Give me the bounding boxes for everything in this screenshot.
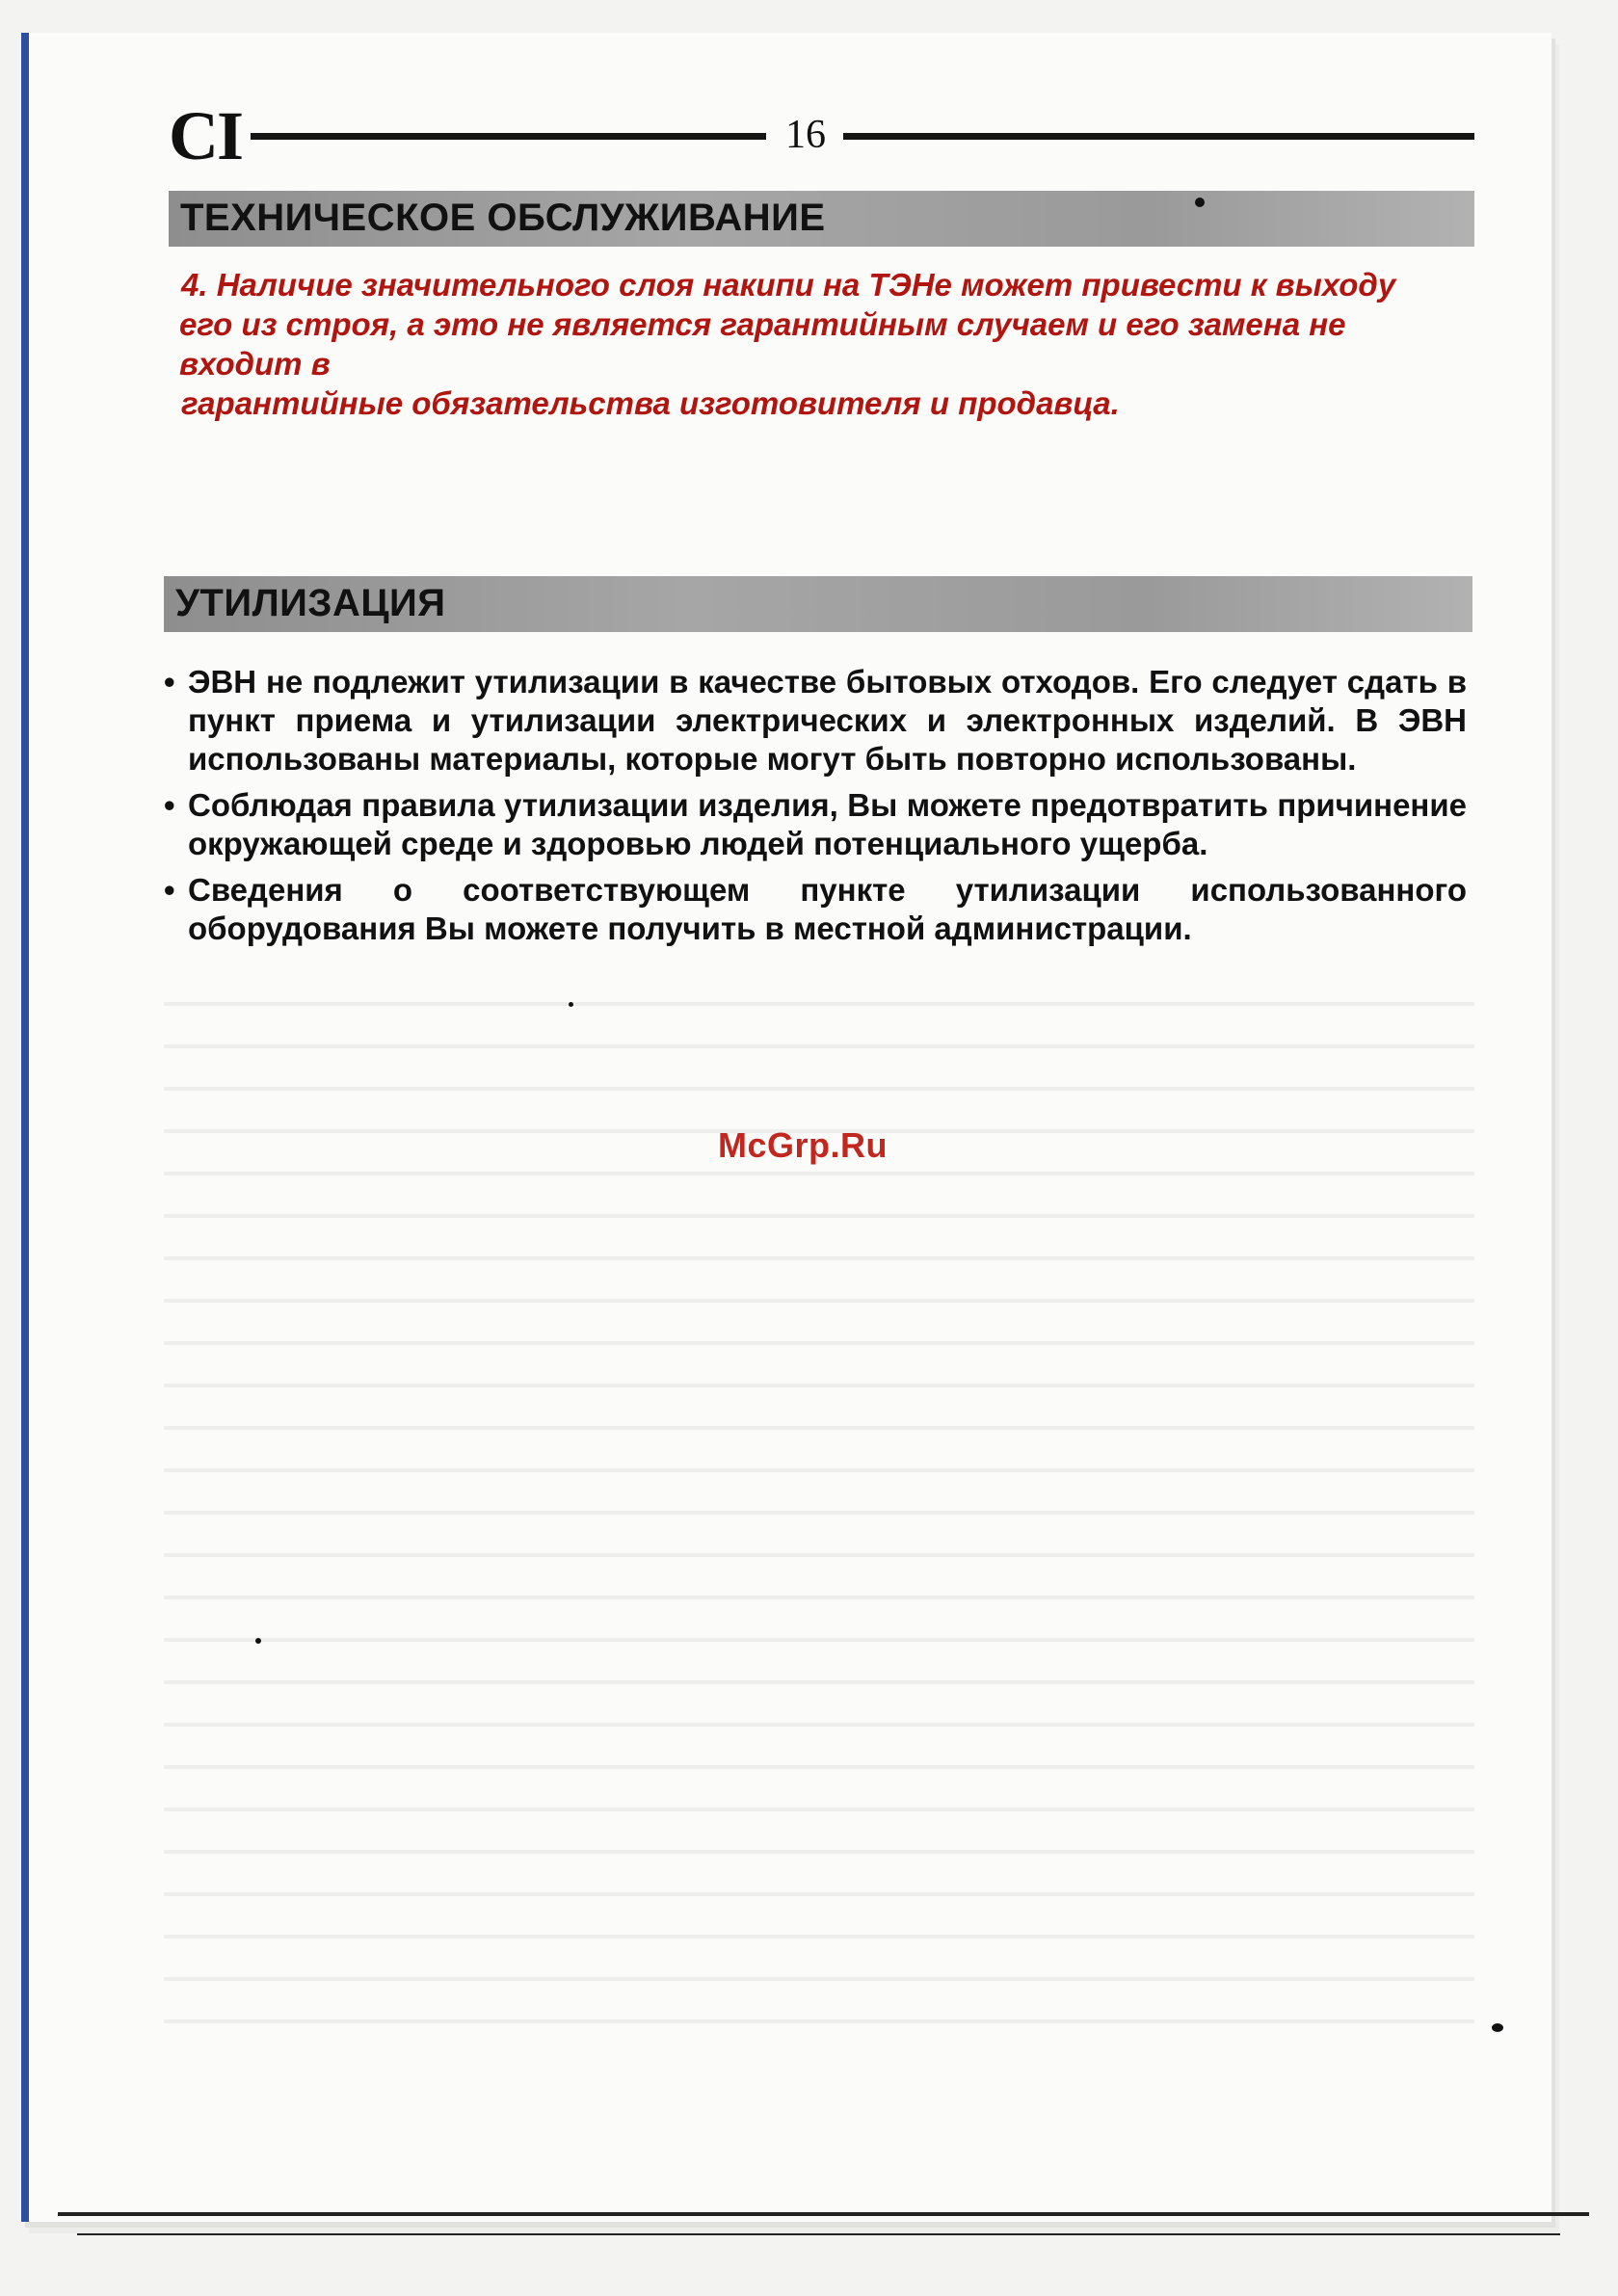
maintenance-note bbox=[181, 265, 1474, 423]
section-title: УТИЛИЗАЦИЯ bbox=[175, 582, 446, 624]
paper-edge-line bbox=[77, 2233, 1560, 2235]
list-item: • Сведения о соответствующем пункте утилизации использованного оборудования Вы можете получить в местной администрации. bbox=[164, 871, 1467, 948]
list-item: • ЭВН не подлежит утилизации в качестве бытовых отходов. Его следует сдать в пункт приема и утилизации электрических и электронных изделий. В ЭВН использованы материалы, которые могут быть повторно использованы. bbox=[164, 663, 1467, 779]
note-line: гарантийные обязательства изготовителя и продавца. bbox=[181, 385, 1120, 421]
scan-speck bbox=[569, 1002, 573, 1007]
note-line: 4. Наличие значительного слоя накипи на ТЭНе может привести к выходу bbox=[181, 267, 1396, 303]
disposal-list bbox=[164, 663, 1467, 956]
watermark: McGrp.Ru bbox=[718, 1125, 889, 1165]
header-rule-right bbox=[843, 133, 1474, 140]
section-title: ТЕХНИЧЕСКОЕ ОБСЛУЖИВАНИЕ bbox=[180, 197, 826, 239]
section-header-maintenance bbox=[169, 191, 1474, 247]
paper-edge-line bbox=[58, 2212, 1589, 2216]
scan-speck bbox=[1492, 2023, 1503, 2032]
list-item: • Соблюдая правила утилизации изделия, Вы можете предотвратить причинение окружающей среде и здоровью людей потенциального ущерба. bbox=[164, 786, 1467, 863]
header-rule-left bbox=[251, 133, 766, 140]
page-number: 16 bbox=[785, 113, 826, 157]
page-header bbox=[169, 96, 1474, 173]
brand-logo: CI bbox=[169, 97, 243, 174]
scan-speck bbox=[255, 1638, 261, 1644]
note-line: его из строя, а это не является гарантийным случаем и его замена не входит в bbox=[179, 306, 1346, 382]
section-header-disposal bbox=[164, 576, 1472, 632]
scan-speck bbox=[1195, 198, 1205, 207]
